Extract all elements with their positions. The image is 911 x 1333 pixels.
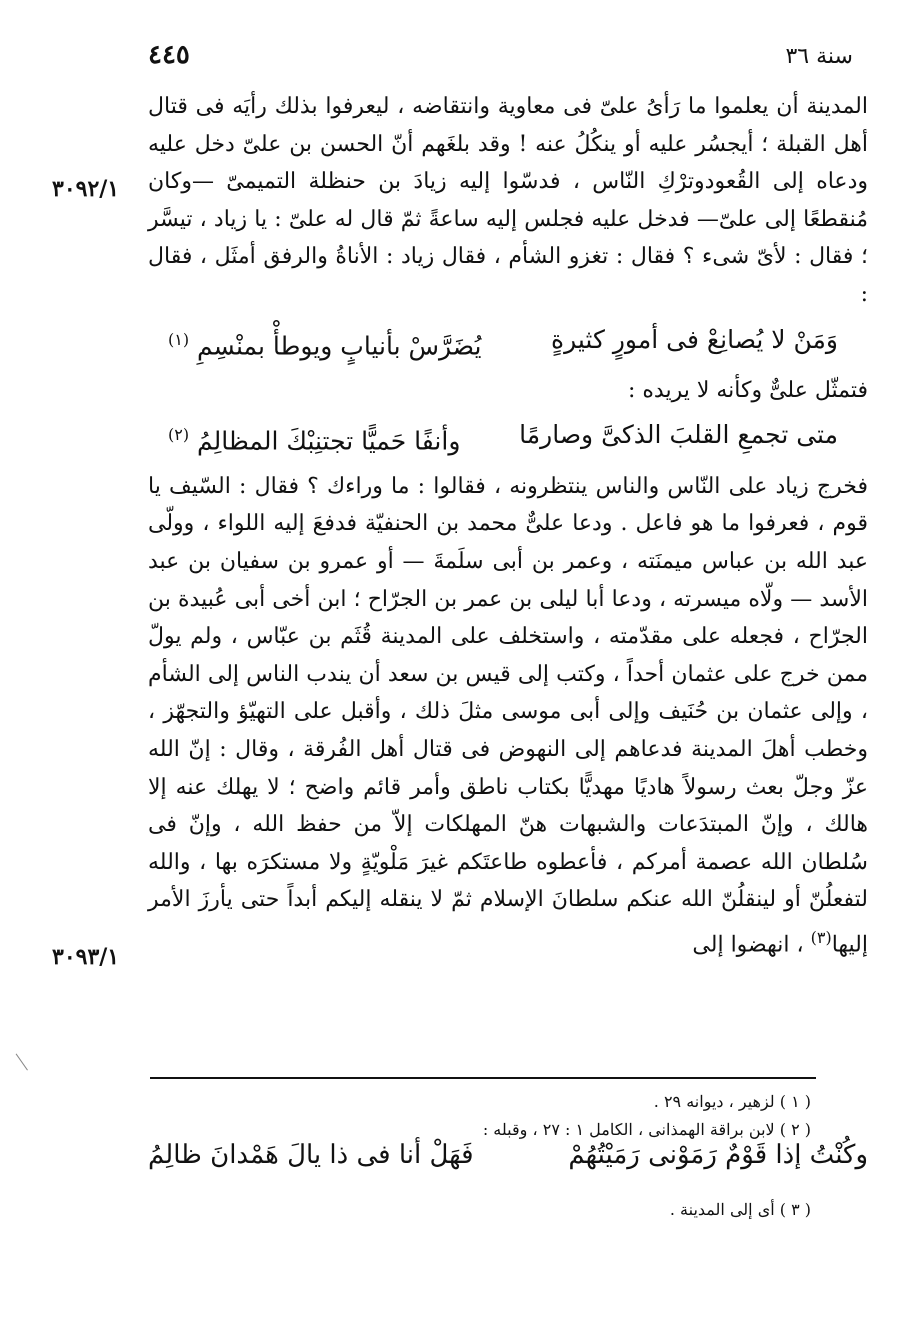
verse-hemistich: يُضَرَّسْ بأنيابٍ ويوطأْ بمنْسِمِ — [197, 330, 482, 360]
verse-1 — [148, 318, 868, 368]
margin-reference: ٣٠٩٣/١ — [52, 944, 120, 970]
verse-2 — [148, 413, 868, 463]
verse-hemistich: وَمَنْ لا يُصانِعْ فى أمورٍ كثيرةٍ — [551, 324, 838, 354]
paragraph-text: ، انهضوا إلى — [692, 932, 804, 958]
footnote-1: ( ١ ) لزهير ، ديوانه ٢٩ . — [653, 1092, 811, 1111]
footnote-marker: (١) — [168, 329, 190, 349]
footnote-2: ( ٢ ) لابن براقة الهمذانى ، الكامل ١ : ٢٧ ، وقبله : — [482, 1120, 811, 1139]
margin-reference: ٣٠٩٢/١ — [52, 176, 120, 202]
year-header: سنة ٣٦ — [785, 44, 853, 69]
scan-mark — [16, 1046, 40, 1071]
page-number: ٤٤٥ — [148, 40, 190, 70]
verse-hemistich: فَهَلْ أنا فى ذا يالَ هَمْدانَ ظالِمُ — [148, 1140, 474, 1170]
footnote-divider — [150, 1077, 816, 1079]
paragraph: المدينة أن يعلموا ما رَأىُ علىّ فى معاوية وانتقاضه ، ليعرفوا بذلك رأيَه فى قتال أهل القبلة ؛ أيجسُر عليه أو ينكُلُ عنه ! وقد بلغَهم أنّ الحسن بن علىّ دخل عليه ودعاه إلى القُعودوترْكِ النّاس ، فدسّوا إليه زيادَ بن حنظلة التميمىّ —وكان مُنقطعًا إلى علىّ— فدخل عليه فجلس إليه ساعةً ثمّ قال له علىّ : يا زياد ، تيسَّر ؛ فقال : لأىّ شىء ؟ فقال : تغزو الشأم ، فقال زياد : الأناةُ والرفق أمثَل ، فقال : — [148, 94, 868, 307]
paragraph — [148, 468, 868, 964]
footnote-marker: (٣) — [810, 927, 832, 947]
footnote-verse — [148, 1140, 868, 1170]
verse-hemistich: وأنفًا حَميًّا تجتنِبْكَ المظالِمُ — [197, 426, 461, 456]
verse-hemistich: متى تجمعِ القلبَ الذكىَّ وصارمًا — [519, 420, 838, 450]
footnote-marker: (٢) — [168, 425, 190, 445]
footnote-3: ( ٣ ) أى إلى المدينة . — [669, 1200, 811, 1219]
paragraph-text: فخرج زياد على النّاس والناس ينتظرونه ، فقالوا : ما وراءك ؟ فقال : السّيف يا قوم ، فعرفوا ما هو فاعل . ودعا علىٌّ محمد بن الحنفيّة فدفعَ إليه اللواء ، وولّى عبد الله بن عباس ميمنَته ، وعمر بن أبى سلَمةَ — أو عمرو بن سفيان بن عبد الأسد — ولّاه ميسرته ، ودعا أبا ليلى بن عمر بن الجرّاح ؛ ابن أخى أبى عُبيدة بن الجرّاح ، فجعله على مقدّمته ، واستخلف على المدينة قُثَم بن عبّاس ، ولم يولّ ممن خرج على عثمان أحداً ، وكتب إلى قيس بن سعد أن يندب الناس إلى الشأم ، وإلى عثمان بن حُنَيف وإلى أبى موسى مثلَ ذلك ، وأقبل على التهيّؤ والتجهّز ، وخطب أهلَ المدينة فدعاهم إلى النهوض فى قتال أهل الفُرقة ، وقال : إنّ الله عزّ وجلّ بعث رسولاً هاديًا مهديًّا بكتاب ناطق وأمر قائم واضح ؛ لا يهلك عنه إلا هالك ، وإنّ المبتدَعات والشبهات هنّ المهلكات إلاّ من حفظ الله ، وإنّ فى سُلطان الله عصمة أمركم ، فأعطوه طاعتَكم غيرَ مَلْويّةٍ ولا مستكرَه بها ، والله لتفعلُنّ أو لينقلُنّ الله عنكم سلطانَ الإسلام ثمّ لا ينقله إليكم أبداً حتى يأرزَ الأمر إليها — [148, 473, 868, 958]
paragraph: فتمثّل علىٌّ وكأنه لا يريده : — [627, 377, 868, 403]
verse-hemistich: وكُنْتُ إذا قَوْمٌ رَمَوْنى رَمَيْتُهُمْ — [568, 1140, 868, 1170]
main-text — [148, 88, 868, 964]
